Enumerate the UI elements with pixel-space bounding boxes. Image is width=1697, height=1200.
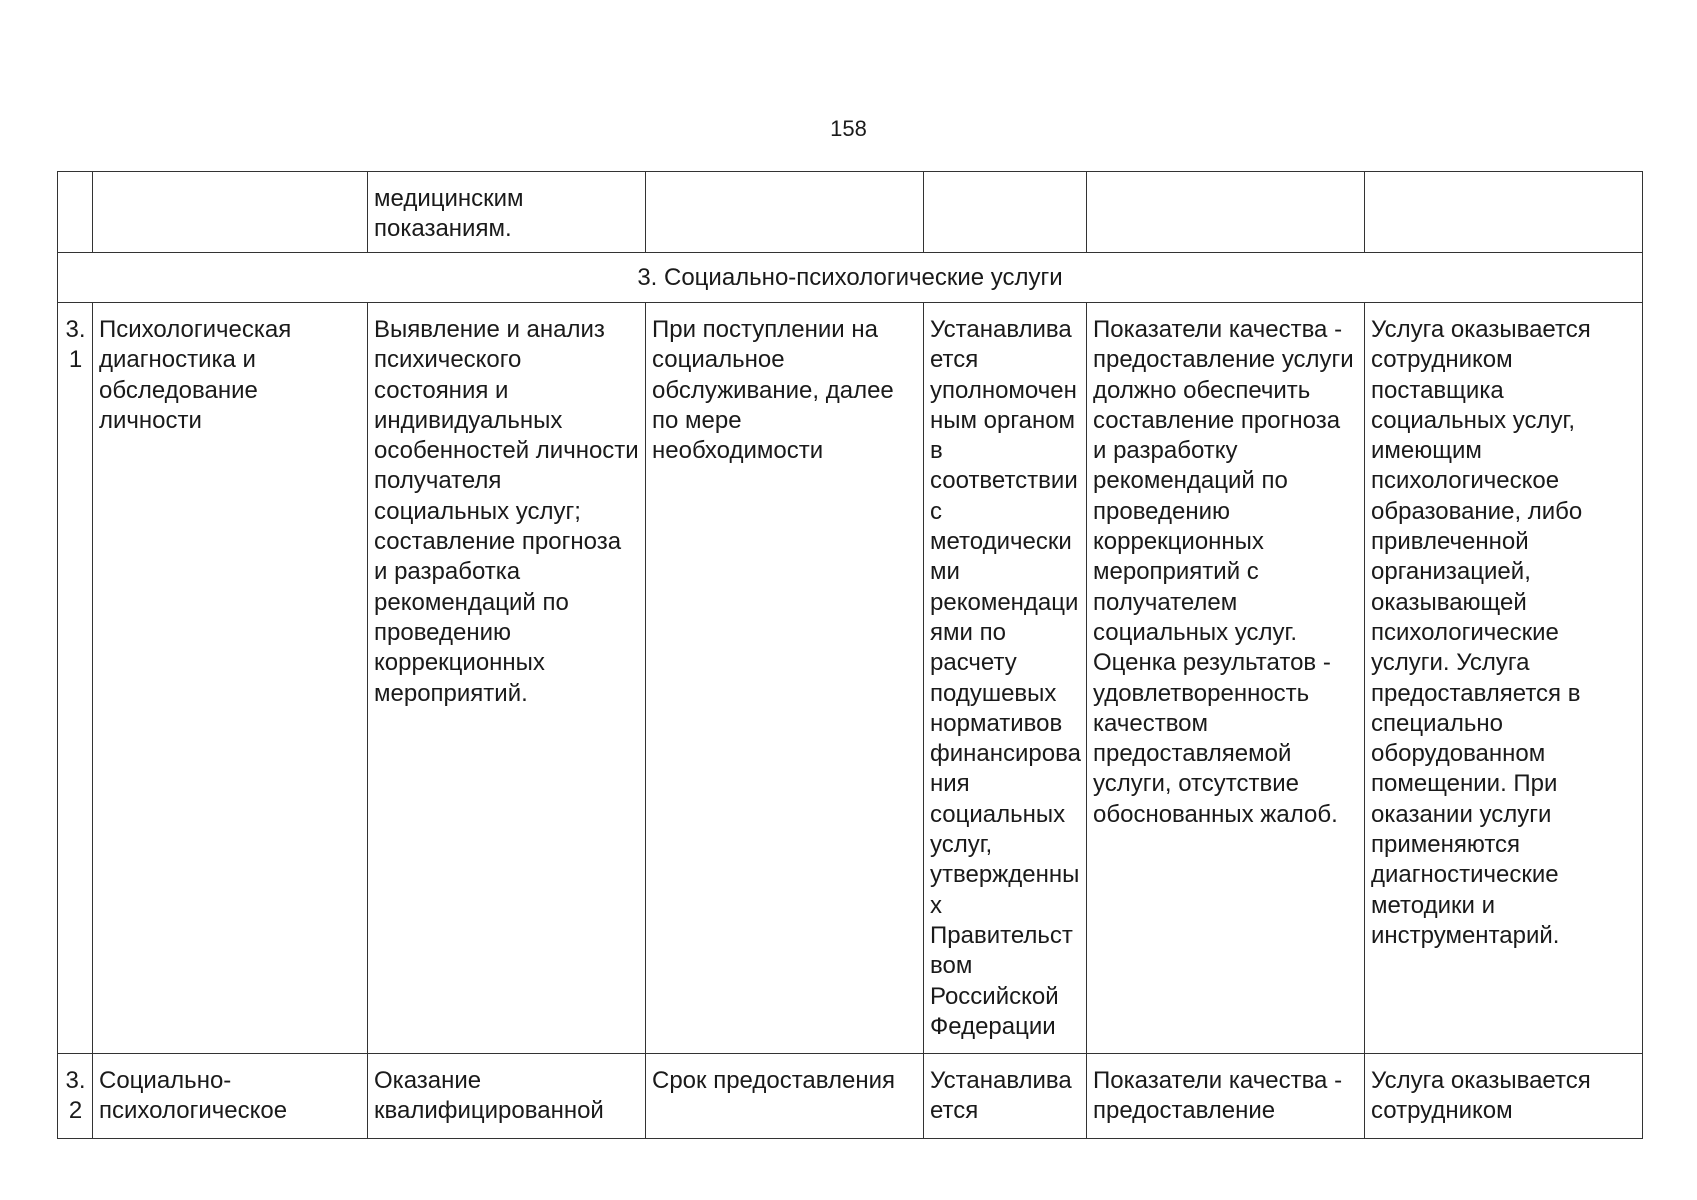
cell-description: Выявление и анализ психического состояния и индивидуальных особенностей личности получателя социальных услуг; составление прогноза и разработка рекомендаций по проведению коррекционных мероприятий. <box>368 303 646 1054</box>
cell-number <box>58 172 93 253</box>
cell-description: Оказание квалифицированной <box>368 1054 646 1139</box>
cell-conditions: Услуга оказывается сотрудником <box>1365 1054 1643 1139</box>
table-row <box>58 303 1643 1054</box>
cell-number: 3. 1 <box>58 303 93 1054</box>
cell-timing: При поступлении на социальное обслуживание, далее по мере необходимости <box>646 303 924 1054</box>
table-row <box>58 1054 1643 1139</box>
cell-timing <box>646 172 924 253</box>
cell-quality: Показатели качества - предоставление услуги должно обеспечить составление прогноза и разработку рекомендаций по проведению коррекционных мероприятий с получателем социальных услуг. Оценка результатов - удовлетворенность качеством предоставляемой услуги, отсутствие обоснованных жалоб. <box>1087 303 1365 1054</box>
section-header-row <box>58 253 1643 303</box>
cell-conditions <box>1365 172 1643 253</box>
table-row-continuation <box>58 172 1643 253</box>
cell-name <box>93 172 368 253</box>
cell-number: 3. 2 <box>58 1054 93 1139</box>
cell-tariff: Устанавливается <box>924 1054 1087 1139</box>
section-title: 3. Социально-психологические услуги <box>58 253 1643 303</box>
cell-tariff: Устанавливается уполномоченным органом в соответствии с методическими рекомендациями по расчету подушевых нормативов финансирования социальных услуг, утвержденных Правительством Российской Федерации <box>924 303 1087 1054</box>
cell-name: Социально-психологическое <box>93 1054 368 1139</box>
cell-timing: Срок предоставления <box>646 1054 924 1139</box>
services-table <box>57 171 1643 1139</box>
cell-quality <box>1087 172 1365 253</box>
cell-quality: Показатели качества - предоставление <box>1087 1054 1365 1139</box>
page-number: 158 <box>830 116 867 141</box>
cell-description: медицинским показаниям. <box>368 172 646 253</box>
cell-tariff <box>924 172 1087 253</box>
cell-name: Психологическая диагностика и обследование личности <box>93 303 368 1054</box>
cell-conditions: Услуга оказывается сотрудником поставщика социальных услуг, имеющим психологическое образование, либо привлеченной организацией, оказывающей психологические услуги. Услуга предоставляется в специально оборудованном помещении. При оказании услуги применяются диагностические методики и инструментарий. <box>1365 303 1643 1054</box>
